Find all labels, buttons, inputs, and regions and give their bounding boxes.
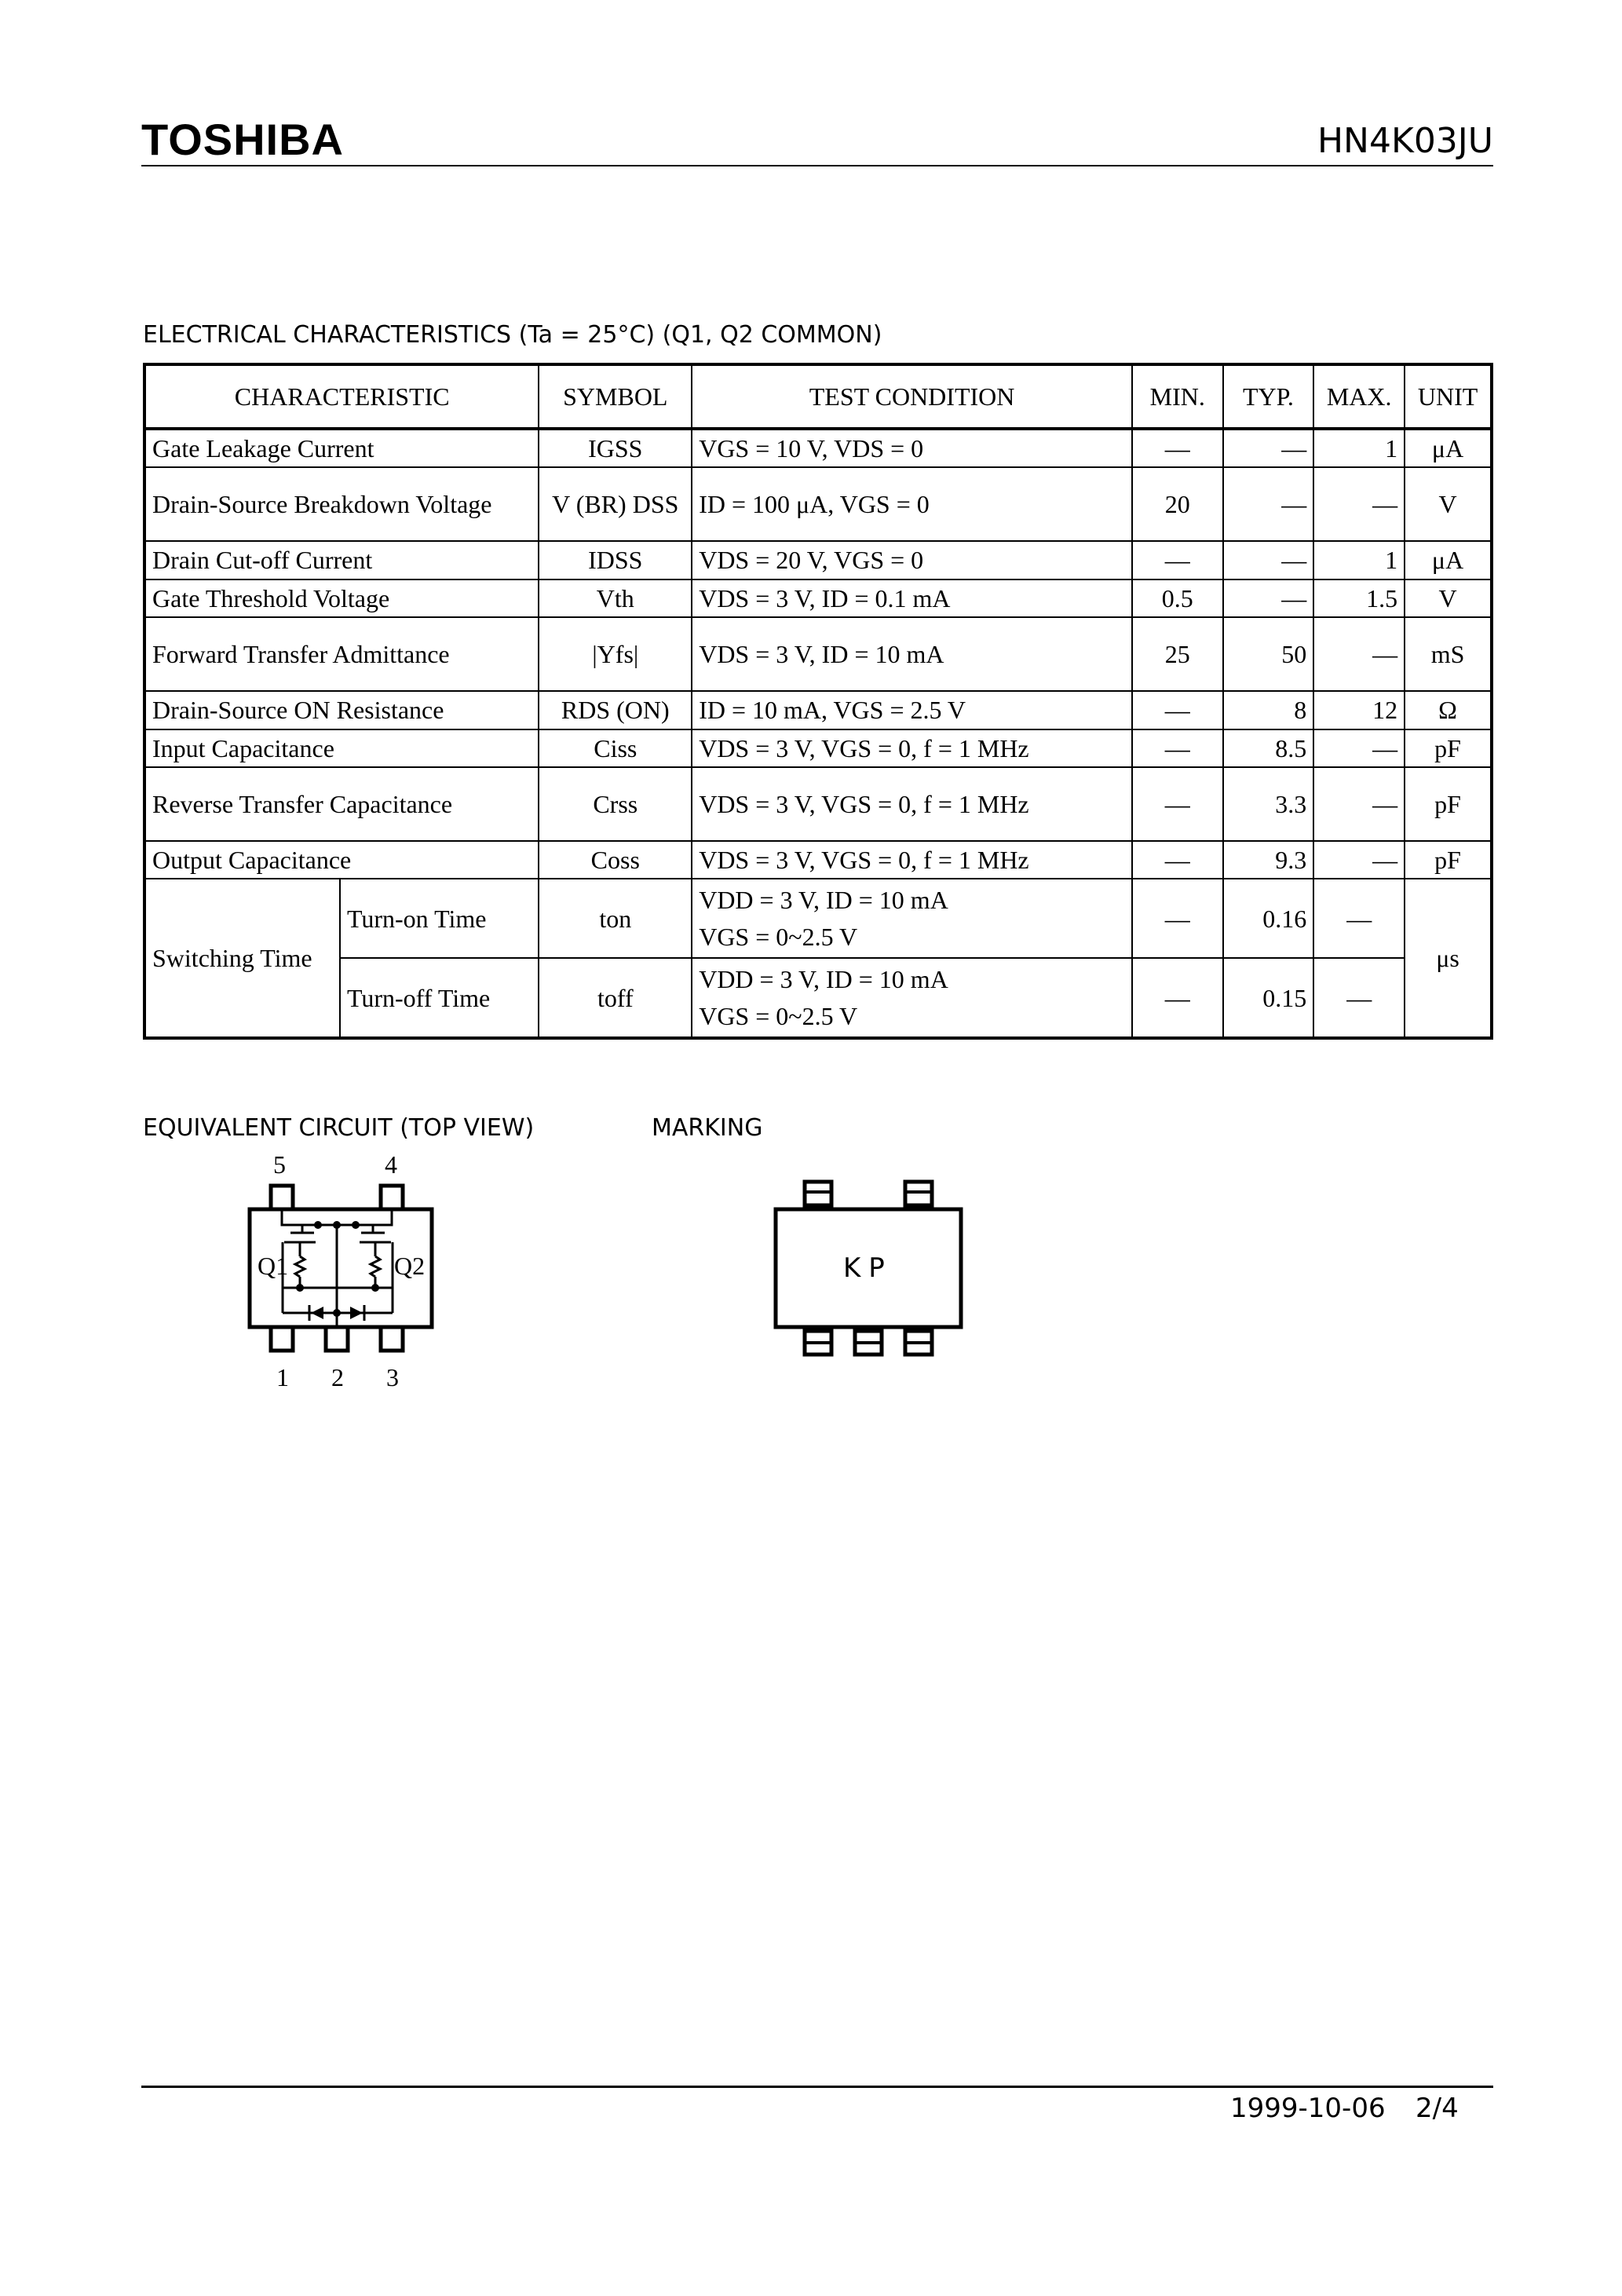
table-row (144, 579, 1492, 617)
typ-cell: 8.5 (1223, 729, 1314, 767)
switching-time-group: Switching Time (144, 879, 340, 1038)
max-cell: 1 (1313, 429, 1405, 467)
header-rule (141, 165, 1493, 166)
col-symbol: SYMBOL (539, 364, 692, 429)
symbol-cell: Ciss (539, 729, 692, 767)
characteristic-cell: Gate Threshold Voltage (144, 579, 539, 617)
col-characteristic: CHARACTERISTIC (144, 364, 539, 429)
unit-cell: μA (1405, 541, 1492, 579)
min-cell: — (1132, 767, 1223, 841)
max-cell: 1.5 (1313, 579, 1405, 617)
diode-2 (350, 1307, 363, 1319)
pin-label-3: 3 (386, 1363, 399, 1391)
condition-cell: VDS = 20 V, VGS = 0 (692, 541, 1132, 579)
unit-cell: pF (1405, 729, 1492, 767)
table-row (144, 429, 1492, 467)
unit-cell: V (1405, 579, 1492, 617)
condition-cell (692, 879, 1132, 958)
condition-cell: VGS = 10 V, VDS = 0 (692, 429, 1132, 467)
min-cell: — (1132, 541, 1223, 579)
typ-cell: 8 (1223, 691, 1314, 729)
max-cell: — (1313, 958, 1405, 1038)
unit-cell: mS (1405, 617, 1492, 691)
condition-cell: VDS = 3 V, ID = 0.1 mA (692, 579, 1132, 617)
symbol-cell: Crss (539, 767, 692, 841)
unit-cell: μA (1405, 429, 1492, 467)
marking-title: MARKING (652, 1114, 763, 1142)
condition-line: VGS = 0~2.5 V (699, 922, 858, 951)
symbol-cell: toff (539, 958, 692, 1038)
max-cell: — (1313, 841, 1405, 879)
condition-line: VDD = 3 V, ID = 10 mA (699, 886, 948, 915)
min-cell: — (1132, 841, 1223, 879)
pin-1-lead (271, 1327, 293, 1351)
min-cell: — (1132, 729, 1223, 767)
pin-4-lead (381, 1186, 403, 1209)
condition-cell: VDS = 3 V, VGS = 0, f = 1 MHz (692, 767, 1132, 841)
min-cell: — (1132, 958, 1223, 1038)
diode-1 (311, 1307, 323, 1319)
symbol-cell: V (BR) DSS (539, 467, 692, 541)
symbol-cell: IGSS (539, 429, 692, 467)
condition-cell: VDS = 3 V, VGS = 0, f = 1 MHz (692, 729, 1132, 767)
symbol-cell: Vth (539, 579, 692, 617)
pin-label-4: 4 (385, 1150, 397, 1179)
col-max: MAX. (1313, 364, 1405, 429)
pin-label-1: 1 (276, 1363, 289, 1391)
table-row (144, 691, 1492, 729)
typ-cell: — (1223, 467, 1314, 541)
marking-code: KP (843, 1252, 893, 1284)
table-row (144, 958, 1492, 1038)
typ-cell: 50 (1223, 617, 1314, 691)
marking-diagram (762, 1170, 966, 1366)
max-cell: — (1313, 767, 1405, 841)
condition-cell: VDS = 3 V, VGS = 0, f = 1 MHz (692, 841, 1132, 879)
max-cell: — (1313, 729, 1405, 767)
typ-cell: 9.3 (1223, 841, 1314, 879)
typ-cell: — (1223, 541, 1314, 579)
table-row (144, 467, 1492, 541)
condition-line: VGS = 0~2.5 V (699, 1001, 858, 1030)
col-test-condition: TEST CONDITION (692, 364, 1132, 429)
typ-cell: 0.16 (1223, 879, 1314, 958)
condition-cell: ID = 100 μA, VGS = 0 (692, 467, 1132, 541)
footer-date: 1999-10-06 (1230, 2093, 1386, 2124)
typ-cell: — (1223, 429, 1314, 467)
min-cell: — (1132, 691, 1223, 729)
typ-cell: 3.3 (1223, 767, 1314, 841)
characteristic-cell: Drain-Source ON Resistance (144, 691, 539, 729)
table-row (144, 841, 1492, 879)
table-header-row (144, 364, 1492, 429)
unit-cell: pF (1405, 767, 1492, 841)
symbol-cell: Coss (539, 841, 692, 879)
characteristic-cell: Forward Transfer Admittance (144, 617, 539, 691)
table-row (144, 729, 1492, 767)
characteristic-cell: Gate Leakage Current (144, 429, 539, 467)
electrical-characteristics-table (143, 363, 1493, 1040)
characteristic-cell: Turn-on Time (340, 879, 539, 958)
max-cell: 12 (1313, 691, 1405, 729)
symbol-cell: |Yfs| (539, 617, 692, 691)
col-min: MIN. (1132, 364, 1223, 429)
min-cell: 25 (1132, 617, 1223, 691)
pin-3-lead (381, 1327, 403, 1351)
max-cell: — (1313, 879, 1405, 958)
condition-cell: ID = 10 mA, VGS = 2.5 V (692, 691, 1132, 729)
typ-cell: — (1223, 579, 1314, 617)
pin-label-5: 5 (273, 1150, 286, 1179)
toshiba-logo: TOSHIBA (141, 115, 344, 164)
characteristic-cell: Drain-Source Breakdown Voltage (144, 467, 539, 541)
q1-label: Q1 (258, 1252, 289, 1280)
max-cell: 1 (1313, 541, 1405, 579)
table-row (144, 879, 1492, 958)
col-typ: TYP. (1223, 364, 1314, 429)
characteristic-cell: Input Capacitance (144, 729, 539, 767)
symbol-cell: ton (539, 879, 692, 958)
col-unit: UNIT (1405, 364, 1492, 429)
characteristic-cell: Reverse Transfer Capacitance (144, 767, 539, 841)
pin-label-2: 2 (331, 1363, 344, 1391)
table-row (144, 541, 1492, 579)
characteristic-cell: Output Capacitance (144, 841, 539, 879)
part-number: HN4K03JU (1317, 121, 1493, 161)
characteristic-cell: Drain Cut-off Current (144, 541, 539, 579)
table-row (144, 617, 1492, 691)
equivalent-circuit-title: EQUIVALENT CIRCUIT (TOP VIEW) (143, 1114, 535, 1142)
condition-cell: VDS = 3 V, ID = 10 mA (692, 617, 1132, 691)
footer-page: 2/4 (1416, 2093, 1459, 2124)
max-cell: — (1313, 467, 1405, 541)
table-row (144, 767, 1492, 841)
condition-cell (692, 958, 1132, 1038)
condition-line: VDD = 3 V, ID = 10 mA (699, 965, 948, 994)
min-cell: — (1132, 429, 1223, 467)
characteristic-cell: Turn-off Time (340, 958, 539, 1038)
unit-cell: Ω (1405, 691, 1492, 729)
min-cell: — (1132, 879, 1223, 958)
pin-2-lead (326, 1327, 348, 1351)
min-cell: 20 (1132, 467, 1223, 541)
symbol-cell: RDS (ON) (539, 691, 692, 729)
footer-rule (141, 2086, 1493, 2088)
max-cell: — (1313, 617, 1405, 691)
unit-cell: V (1405, 467, 1492, 541)
unit-cell: pF (1405, 841, 1492, 879)
min-cell: 0.5 (1132, 579, 1223, 617)
typ-cell: 0.15 (1223, 958, 1314, 1038)
pin-5-lead (271, 1186, 293, 1209)
unit-cell: μs (1405, 879, 1492, 1038)
equivalent-circuit-diagram (236, 1146, 471, 1398)
symbol-cell: IDSS (539, 541, 692, 579)
electrical-characteristics-title: ELECTRICAL CHARACTERISTICS (Ta = 25°C) (Q1, Q2 COMMON) (143, 321, 882, 349)
q2-label: Q2 (394, 1252, 426, 1280)
